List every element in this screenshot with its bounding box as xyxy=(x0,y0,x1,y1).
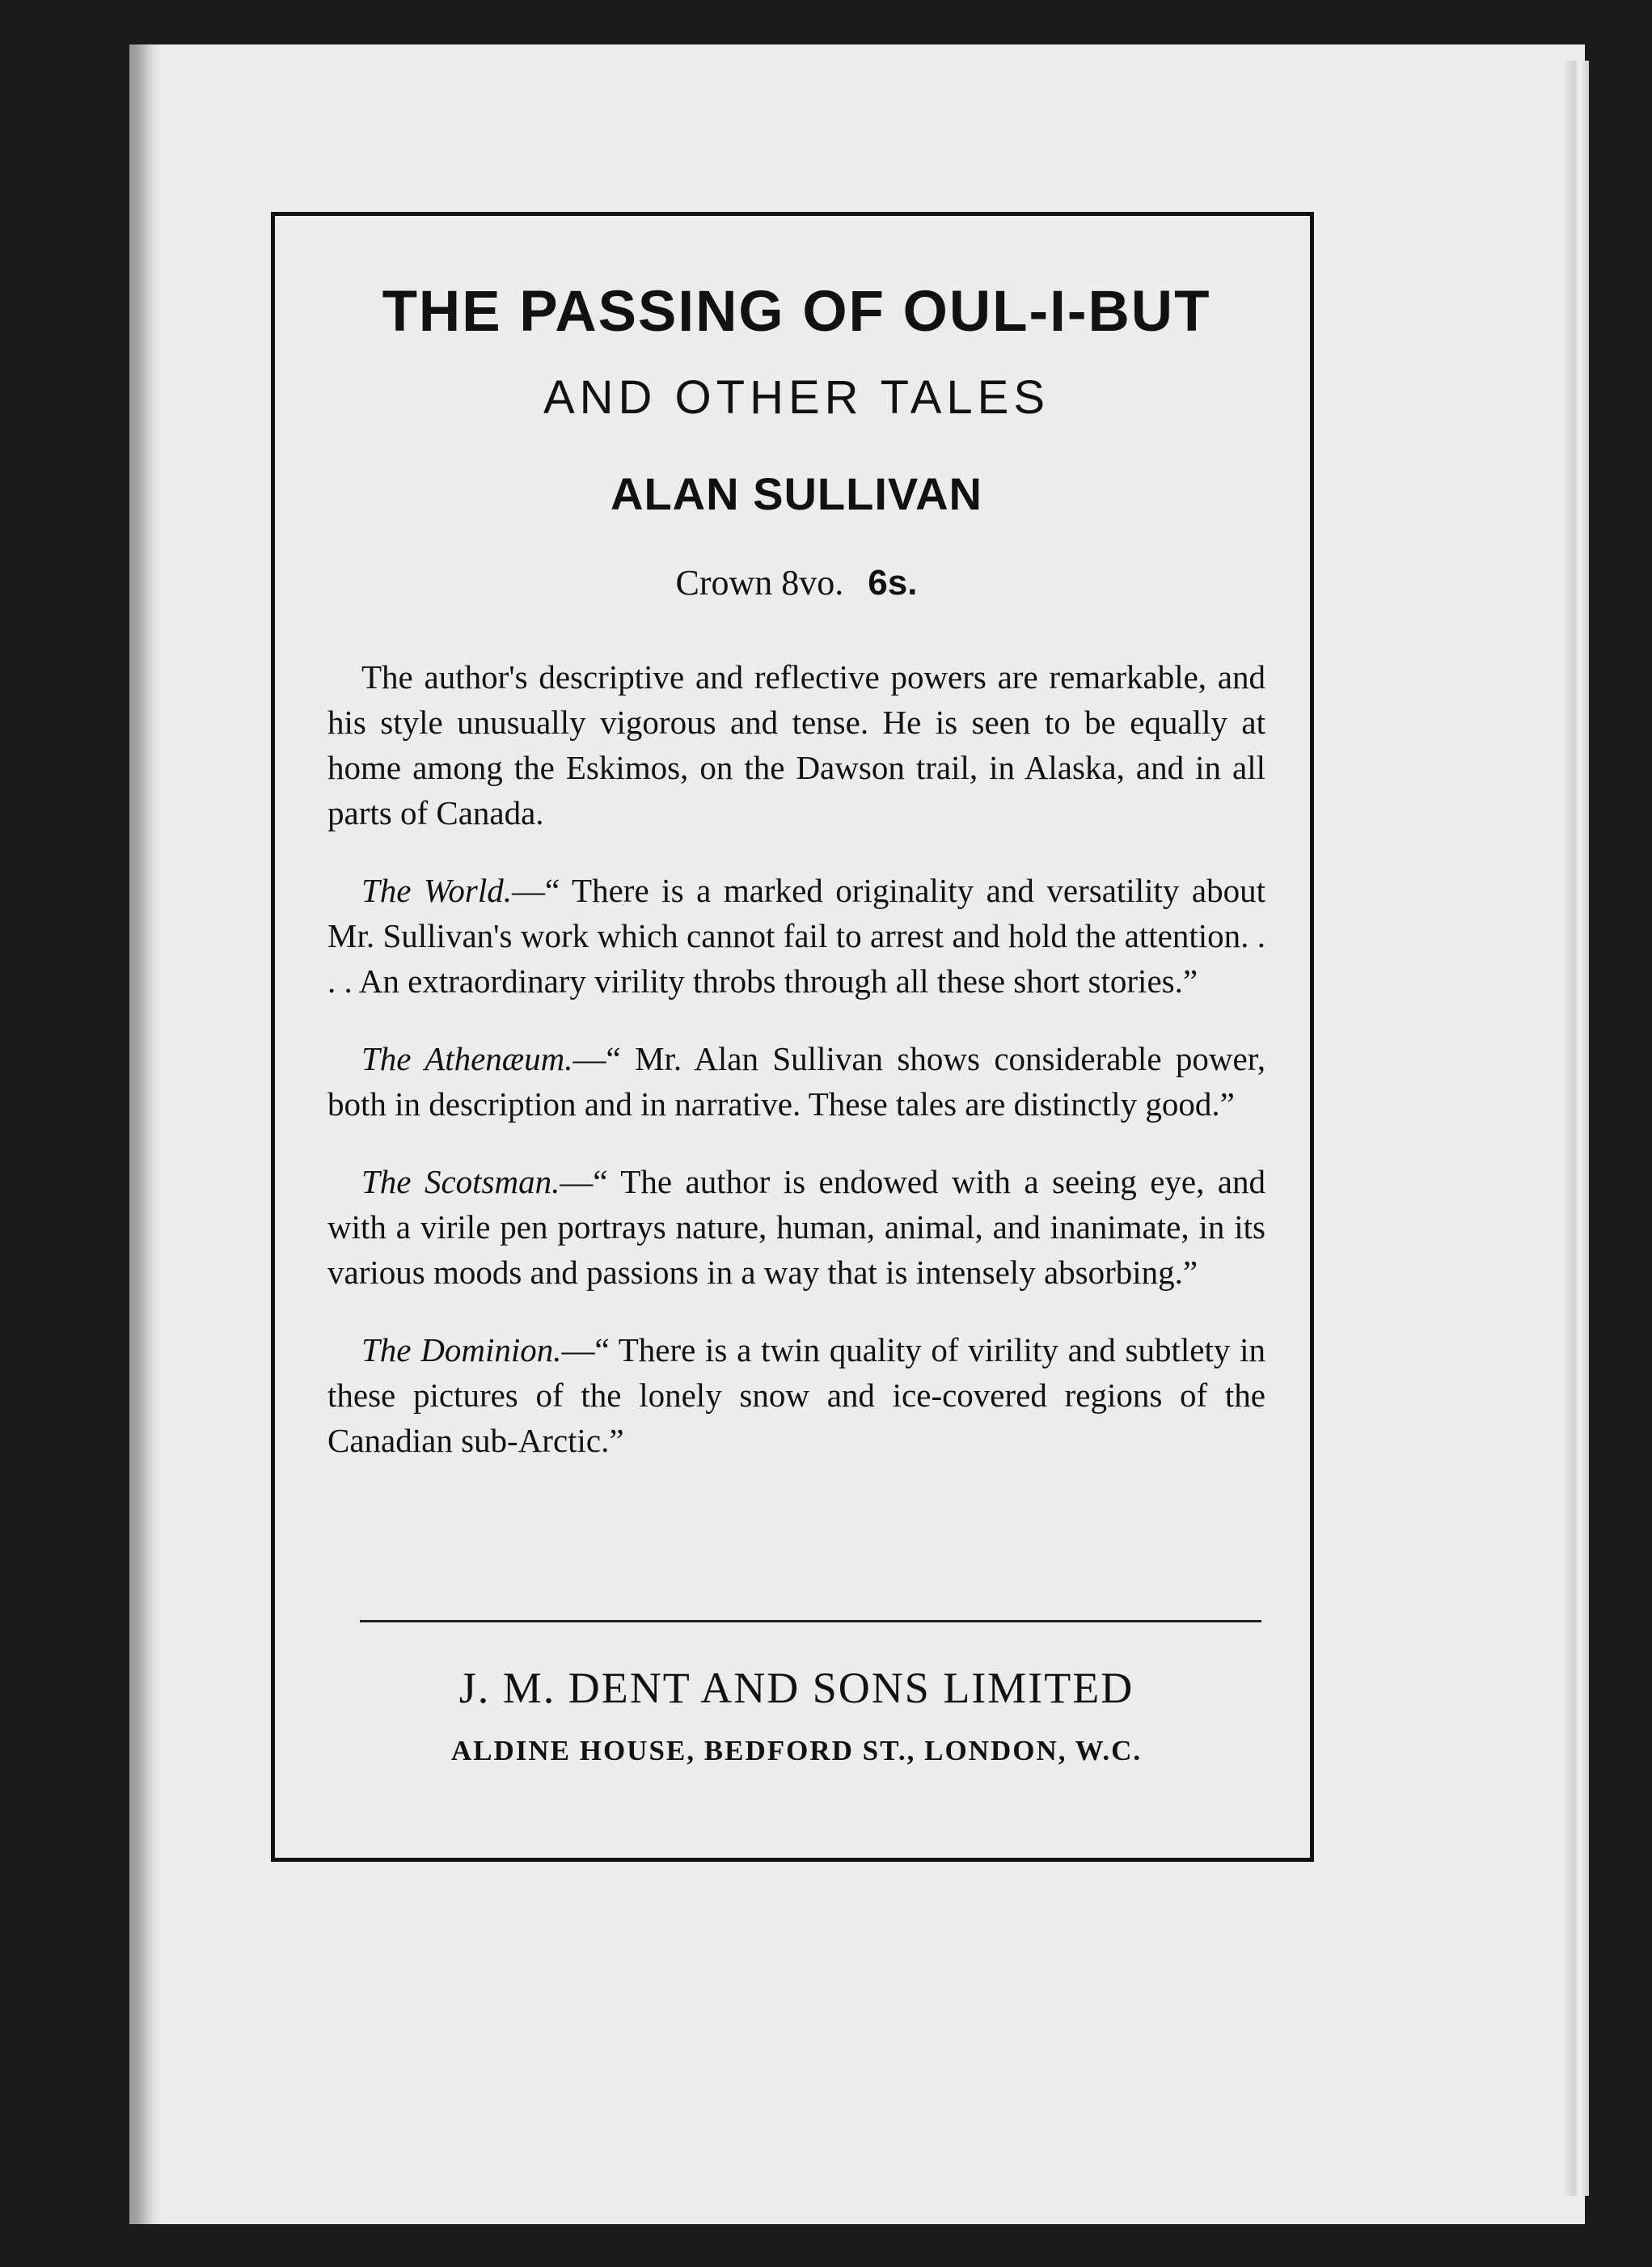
review-paragraph xyxy=(327,868,1265,1004)
publisher-name: J. M. DENT AND SONS LIMITED xyxy=(458,1664,1134,1712)
review-text: —“ Mr. Alan Sullivan shows considerable power, both in description and in narrative. These tales are distinctly good.” xyxy=(327,1040,1265,1123)
description-paragraph: The author's descriptive and reflective powers are remarkable, and his style unusually vigorous and tense. He is seen to be equally at home among the Eskimos, on the Dawson trail, in Alaska, and in all parts of Canada. xyxy=(327,658,1265,831)
review-source: The Dominion. xyxy=(361,1331,562,1368)
page-edge xyxy=(1565,61,1589,2196)
review-paragraph xyxy=(327,1036,1265,1127)
book-price: 6s. xyxy=(868,563,918,603)
review-text: —“ There is a twin quality of virility and subtlety in these pictures of the lonely snow and ice-covered regions of the Canadian sub-Arctic.” xyxy=(327,1331,1265,1459)
review-source: The Scotsman. xyxy=(361,1163,560,1200)
book-subtitle: AND OTHER TALES xyxy=(543,371,1050,424)
advertisement-body xyxy=(327,280,1266,1463)
review-source: The Athenæum. xyxy=(361,1040,573,1077)
format-line xyxy=(327,565,1265,601)
divider-rule xyxy=(360,1620,1261,1622)
book-title: THE PASSING OF OUL-I-BUT xyxy=(382,280,1211,344)
publisher-address: ALDINE HOUSE, BEDFORD ST., LONDON, W.C. xyxy=(450,1735,1143,1766)
author-name: ALAN SULLIVAN xyxy=(611,468,982,519)
review-source: The World. xyxy=(361,872,513,909)
scan-background-spine xyxy=(0,49,146,2216)
review-paragraph xyxy=(327,1327,1265,1463)
review-text: —“ The author is endowed with a seeing eye, and with a virile pen portrays nature, human, animal, and inanimate, in its various moods and passions in a way that is intensely absorbing.” xyxy=(327,1163,1266,1291)
review-text: —“ There is a marked originality and versatility about Mr. Sullivan's work which cannot fail to arrest and hold the attention. . . . An extraordinary virility throbs through all these short stories.” xyxy=(327,872,1265,1000)
review-paragraph xyxy=(327,1159,1265,1295)
book-size: Crown 8vo. xyxy=(675,563,844,603)
